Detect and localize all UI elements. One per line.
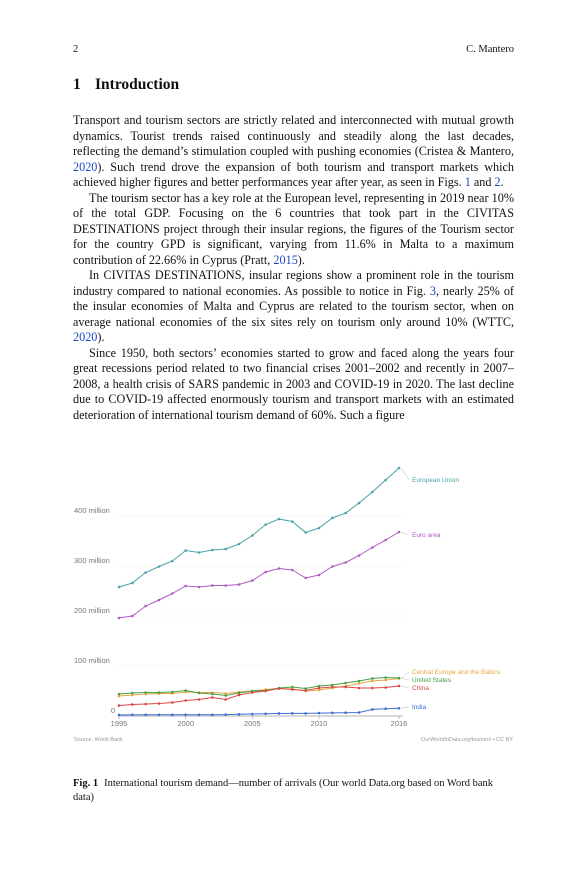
data-point xyxy=(358,502,361,505)
data-point xyxy=(344,711,347,714)
data-point xyxy=(278,567,281,570)
data-point xyxy=(291,688,294,691)
data-point xyxy=(278,518,281,521)
data-point xyxy=(118,714,121,717)
data-point xyxy=(371,546,374,549)
paragraph-text: The tourism sector has a key role at the European level, representing in 2019 near 10% of the total GDP. Focusing on the 6 countries that took part in the CIVITAS DESTINATIONS project through their insular regions, the figures of the Tourism sector for the country GPD is significant, varying from 11.6% in Malta to a maximum contribution of 22.66% in Cyprus (Pratt, xyxy=(73,190,514,267)
data-point xyxy=(118,693,121,696)
reference-link[interactable]: 1 xyxy=(464,175,471,189)
data-point xyxy=(131,714,134,717)
data-point xyxy=(211,696,214,699)
reference-link[interactable]: 2 xyxy=(494,175,501,189)
data-point xyxy=(198,551,201,554)
paragraph-text: and xyxy=(470,175,495,189)
body-text xyxy=(73,113,514,423)
series-label: Central Europe and the Baltics xyxy=(412,669,501,676)
page-header xyxy=(73,44,514,58)
data-point xyxy=(118,704,121,707)
reference-link[interactable]: 2020 xyxy=(73,159,98,174)
data-point xyxy=(251,691,254,694)
figure-caption xyxy=(73,777,514,804)
data-point xyxy=(144,691,147,694)
data-point xyxy=(344,686,347,689)
data-point xyxy=(251,713,254,716)
data-point xyxy=(304,577,307,580)
x-tick-label: 2010 xyxy=(310,719,328,728)
data-point xyxy=(158,702,161,705)
data-point xyxy=(278,712,281,715)
data-point xyxy=(131,582,134,585)
data-point xyxy=(144,571,147,574)
data-point xyxy=(238,543,241,546)
paragraph-text: ). xyxy=(297,252,305,267)
data-point xyxy=(224,694,227,697)
data-point xyxy=(158,714,161,717)
running-author: C. Mantero xyxy=(466,44,514,55)
data-point xyxy=(331,517,334,520)
figure-1 xyxy=(73,466,514,766)
x-tick-label: 1995 xyxy=(110,719,128,728)
data-point xyxy=(211,549,214,552)
y-tick-label: 100 million xyxy=(74,656,110,665)
data-point xyxy=(251,579,254,582)
data-point xyxy=(251,534,254,537)
page-number: 2 xyxy=(73,44,79,55)
reference-link[interactable]: 2020 xyxy=(73,330,98,344)
data-point xyxy=(331,686,334,689)
series-label: China xyxy=(412,685,429,692)
data-point xyxy=(384,676,387,679)
data-point xyxy=(211,584,214,587)
data-point xyxy=(184,713,187,716)
series-line xyxy=(119,532,399,618)
data-point xyxy=(118,617,121,620)
section-title: Introduction xyxy=(95,76,180,93)
data-point xyxy=(118,586,121,589)
data-point xyxy=(158,599,161,602)
data-point xyxy=(358,554,361,557)
data-point xyxy=(358,682,361,685)
series-label: Euro area xyxy=(412,532,441,539)
data-point xyxy=(318,687,321,690)
data-point xyxy=(358,711,361,714)
paragraph xyxy=(73,113,514,191)
data-point xyxy=(291,686,294,689)
data-point xyxy=(384,707,387,710)
data-point xyxy=(278,687,281,690)
data-point xyxy=(291,569,294,572)
data-point xyxy=(158,565,161,568)
label-connector xyxy=(401,672,409,679)
data-point xyxy=(171,560,174,563)
data-point xyxy=(238,583,241,586)
data-point xyxy=(304,712,307,715)
data-point xyxy=(224,698,227,701)
y-tick-label: 200 million xyxy=(74,606,110,615)
chart-source: Source: World Bank xyxy=(74,737,123,743)
data-point xyxy=(398,677,401,680)
data-point xyxy=(384,679,387,682)
data-point xyxy=(211,693,214,696)
data-point xyxy=(238,713,241,716)
data-point xyxy=(358,680,361,683)
data-point xyxy=(224,548,227,551)
data-point xyxy=(131,703,134,706)
data-point xyxy=(184,699,187,702)
y-tick-label: 400 million xyxy=(74,506,110,515)
data-point xyxy=(264,713,267,716)
data-point xyxy=(384,479,387,482)
data-point xyxy=(398,531,401,534)
data-point xyxy=(171,592,174,595)
data-point xyxy=(171,713,174,716)
paragraph-text: Since 1950, both sectors’ economies started to grow and faced along the years four great recessions period related to two financial crises 2001–2002 and recently in 2007–2008, a health crisis of SARS pandemic in 2003 and COVID-19 in 2020. The last decline due to COVID-19 affected enormously tourism and transport markets with an estimated deterioration of international tourism demand of 60%. Such a figure xyxy=(73,345,514,422)
label-connector xyxy=(401,532,409,535)
data-point xyxy=(158,691,161,694)
data-point xyxy=(384,539,387,542)
data-point xyxy=(398,707,401,710)
paragraph xyxy=(73,346,514,424)
data-point xyxy=(304,531,307,534)
data-point xyxy=(358,687,361,690)
data-point xyxy=(291,520,294,523)
figure-label: Fig. 1 xyxy=(73,778,99,789)
paragraph xyxy=(73,191,514,269)
paragraph-text: , nearly 25% of the insular economies of Malta and Cyprus are related to the tourism sector, when on average national economies of the six sites rely on tourism only around 10% (WTTC, xyxy=(73,283,514,329)
data-point xyxy=(331,712,334,715)
data-point xyxy=(318,712,321,715)
paragraph-text: In CIVITAS DESTINATIONS, insular regions show a prominent role in the tourism industry compared to national economies. As possible to notice in Fig. xyxy=(73,268,514,298)
data-point xyxy=(384,686,387,689)
paragraph-text: ). Such trend drove the expansion of both tourism and transport markets which achieved higher figures and better performances year after year, as seen in Figs. xyxy=(73,159,514,189)
series-line xyxy=(119,468,399,587)
series-line xyxy=(119,708,399,715)
data-point xyxy=(211,714,214,717)
figure-caption-text: International tourism demand—number of arrivals (Our world Data.org based on Word bank data) xyxy=(73,778,494,803)
data-point xyxy=(264,523,267,526)
x-tick-label: 2016 xyxy=(390,719,408,728)
data-point xyxy=(198,713,201,716)
data-point xyxy=(144,714,147,717)
data-point xyxy=(304,689,307,692)
data-point xyxy=(331,565,334,568)
reference-link[interactable]: 3 xyxy=(429,283,436,298)
data-point xyxy=(371,687,374,690)
series-line xyxy=(119,678,399,696)
section-number: 1 xyxy=(73,76,81,93)
data-point xyxy=(198,586,201,589)
data-point xyxy=(198,692,201,695)
data-point xyxy=(398,685,401,688)
data-point xyxy=(224,713,227,716)
data-point xyxy=(264,690,267,693)
data-point xyxy=(184,689,187,692)
data-point xyxy=(264,571,267,574)
data-point xyxy=(144,703,147,706)
data-point xyxy=(184,585,187,588)
data-point xyxy=(371,708,374,711)
x-tick-label: 2000 xyxy=(177,719,195,728)
series-line xyxy=(119,686,399,706)
data-point xyxy=(184,549,187,552)
data-point xyxy=(144,605,147,608)
series-label: European Union xyxy=(412,477,459,484)
data-point xyxy=(131,615,134,618)
y-tick-label: 300 million xyxy=(74,556,110,565)
data-point xyxy=(344,561,347,564)
data-point xyxy=(131,692,134,695)
data-point xyxy=(224,584,227,587)
reference-link[interactable]: 2015 xyxy=(273,252,298,267)
x-tick-label: 2005 xyxy=(243,719,261,728)
data-point xyxy=(171,691,174,694)
series-label: United States xyxy=(412,677,452,684)
label-connector xyxy=(401,678,409,680)
label-connector xyxy=(401,468,409,480)
data-point xyxy=(371,491,374,494)
y-tick-label: 0 xyxy=(110,706,115,715)
data-point xyxy=(291,712,294,715)
data-point xyxy=(318,527,321,530)
tourism-arrivals-chart xyxy=(73,466,514,766)
paragraph-text: ). xyxy=(97,330,105,344)
data-point xyxy=(238,694,241,697)
data-point xyxy=(371,680,374,683)
paragraph xyxy=(73,268,514,346)
paragraph-text: . xyxy=(500,175,504,189)
series-label: India xyxy=(412,704,427,711)
data-point xyxy=(344,512,347,515)
paragraph-text: Transport and tourism sectors are strictly related and interconnected with mutual growth dynamics. Tourist trends raised continuously and steadily along the last decades, reflecting the demand’s stimulation coupled with pushing economies (Cristea & Mantero, xyxy=(73,113,514,158)
data-point xyxy=(171,701,174,704)
data-point xyxy=(398,467,401,470)
label-connector xyxy=(401,686,409,688)
data-point xyxy=(371,677,374,680)
data-point xyxy=(318,574,321,577)
data-point xyxy=(344,682,347,685)
section-heading xyxy=(73,76,179,94)
chart-attribution: OurWorldInData.org/tourism/ • CC BY xyxy=(421,737,513,743)
data-point xyxy=(198,698,201,701)
label-connector xyxy=(401,707,409,708)
